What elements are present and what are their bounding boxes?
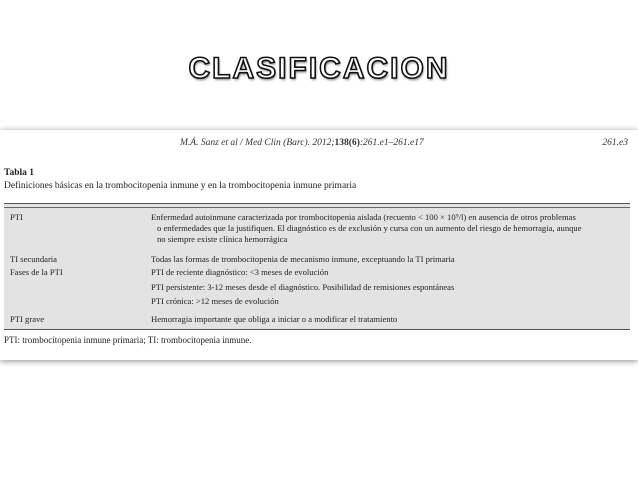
table-footnote: PTI: trombocitopenia inmune primaria; TI: trombocitopenia inmune. [4, 335, 252, 345]
table-excerpt-image [0, 130, 638, 360]
row-term: PTI grave [10, 314, 45, 324]
running-head-pages: :261.e1–261.e17 [359, 138, 424, 148]
table-header-rule [4, 207, 630, 208]
row-term: Fases de la PTI [10, 267, 63, 277]
definition-line: PTI crónica: >12 meses de evolución [151, 296, 279, 306]
row-term: TI secundaria [10, 254, 58, 264]
running-head [180, 138, 424, 148]
running-head-citation: M.Á. Sanz et al / Med Clin (Barc). 2012; [180, 138, 335, 148]
definition-line: Todas las formas de trombocitopenia de mecanismo inmune, exceptuando la TI primaria [151, 254, 455, 264]
definition-line: Hemorragia importante que obliga a iniciar o a modificar el tratamiento [151, 314, 398, 324]
row-definition [151, 267, 623, 307]
definition-line: Enfermedad autoinmune caracterizada por trombocitopenia aislada (recuento < 100 × 10⁹/l) en ausencia de otros problemas [151, 212, 576, 222]
slide-title: CLASIFICACION [188, 52, 450, 85]
row-definition [151, 212, 623, 245]
row-term: PTI [10, 212, 23, 222]
table-caption: Definiciones básicas en la trombocitopenia inmune y en la trombocitopenia inmune primaria [4, 181, 357, 191]
definition-line: no siempre existe clínica hemorrágica [157, 234, 288, 244]
row-definition [151, 314, 623, 325]
row-definition [151, 254, 623, 265]
table-label: Tabla 1 [4, 168, 35, 178]
definition-line: PTI persistente: 3-12 meses desde el diagnóstico. Posibilidad de remisiones espontáneas [151, 282, 455, 292]
page-number: 261.e3 [602, 138, 628, 148]
running-head-volume: 138(6) [334, 138, 360, 148]
definition-line: o enfermedades que la justifiquen. El diagnóstico es de exclusión y cursa con un aumento del riesgo de hemorragia, aunque [157, 223, 582, 233]
definitions-table [4, 203, 630, 330]
definition-line: PTI de reciente diagnóstico: <3 meses de evolución [151, 267, 329, 277]
